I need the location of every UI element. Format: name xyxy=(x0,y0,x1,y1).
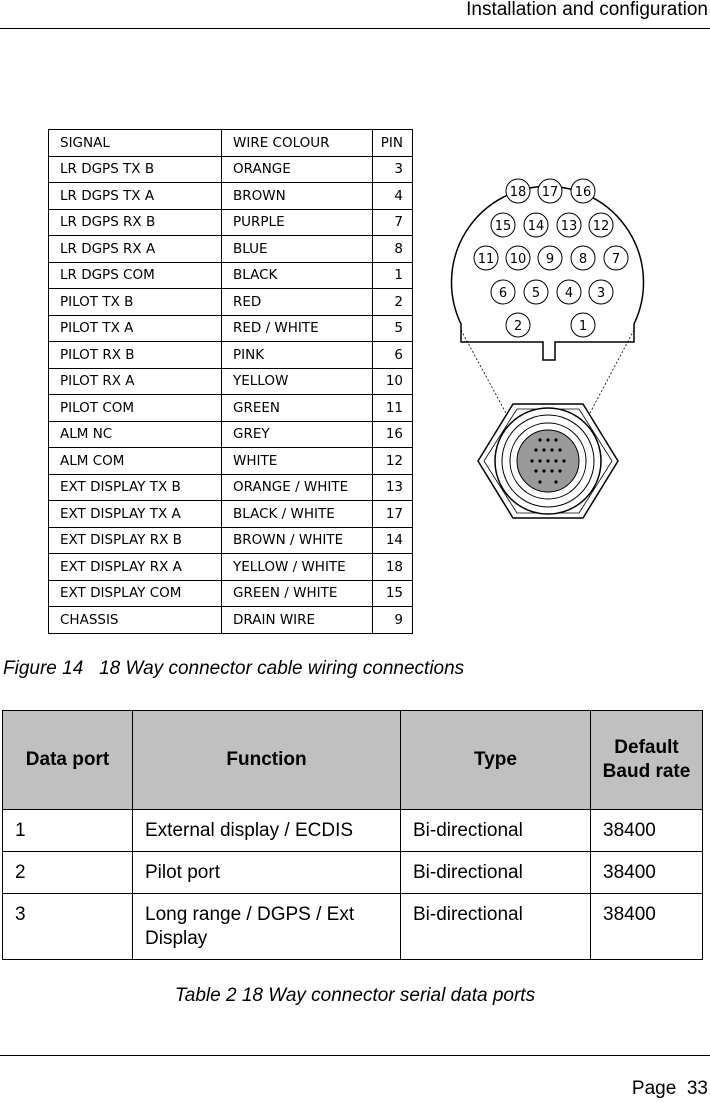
pin-label: 11 xyxy=(477,252,495,267)
signal-cell: PILOT TX B xyxy=(49,289,222,316)
wire-colour-cell: ORANGE / WHITE xyxy=(222,474,373,501)
serial-ports-table xyxy=(2,710,703,960)
pin-label: 13 xyxy=(560,219,578,234)
pin-cell: 13 xyxy=(373,474,413,501)
function-cell: External display / ECDIS xyxy=(133,810,401,852)
pin-cell: 1 xyxy=(373,262,413,289)
pin-label: 2 xyxy=(513,319,523,334)
signal-cell: EXT DISPLAY COM xyxy=(49,580,222,607)
pin-cell: 7 xyxy=(373,209,413,236)
ports-header-cell: Type xyxy=(401,711,591,810)
pin-label: 14 xyxy=(527,219,545,234)
insert-pin-dot xyxy=(542,448,545,451)
signal-cell: LR DGPS RX B xyxy=(49,209,222,236)
wire-colour-cell: DRAIN WIRE xyxy=(222,607,373,634)
wire-colour-cell: PINK xyxy=(222,342,373,369)
type-cell: Bi-directional xyxy=(401,810,591,852)
footer-rule xyxy=(0,1055,710,1056)
table-caption: Table 2 18 Way connector serial data ports xyxy=(174,985,536,1006)
signal-cell: PILOT RX A xyxy=(49,368,222,395)
insert-pin-dot xyxy=(562,459,565,462)
ports-header-cell: Data port xyxy=(3,711,133,810)
signal-cell: PILOT COM xyxy=(49,395,222,422)
pin-cell: 16 xyxy=(373,421,413,448)
insert-pin-dot xyxy=(542,469,545,472)
signal-cell: ALM NC xyxy=(49,421,222,448)
ports-header-row xyxy=(3,711,703,810)
pin-cell: 11 xyxy=(373,395,413,422)
wire-colour-cell: YELLOW xyxy=(222,368,373,395)
signal-cell: EXT DISPLAY TX B xyxy=(49,474,222,501)
port-cell: 1 xyxy=(3,810,133,852)
pin-cell: 17 xyxy=(373,501,413,528)
wire-colour-cell: WHITE xyxy=(222,448,373,475)
pin-label: 10 xyxy=(509,252,527,267)
insert-pin-dot xyxy=(558,448,561,451)
wire-colour-cell: ORANGE xyxy=(222,156,373,183)
port-cell: 2 xyxy=(3,852,133,894)
pin-label: 18 xyxy=(509,185,527,200)
insert-pin-dot xyxy=(534,469,537,472)
insert-pin-dot xyxy=(554,480,557,483)
wire-colour-cell: GREEN / WHITE xyxy=(222,580,373,607)
signal-cell: CHASSIS xyxy=(49,607,222,634)
connector-pins xyxy=(474,179,628,337)
signal-cell: LR DGPS RX A xyxy=(49,236,222,263)
insert-pin-dot xyxy=(558,469,561,472)
signal-cell: EXT DISPLAY RX A xyxy=(49,554,222,581)
signal-cell: PILOT TX A xyxy=(49,315,222,342)
insert-pin-dot xyxy=(546,459,549,462)
wire-colour-cell: BLACK xyxy=(222,262,373,289)
wire-colour-cell: BLUE xyxy=(222,236,373,263)
insert-pin-dot xyxy=(534,448,537,451)
wire-colour-cell: WIRE COLOUR xyxy=(222,130,373,157)
pin-cell: 2 xyxy=(373,289,413,316)
pin-label: 7 xyxy=(611,252,621,267)
pin-label: 9 xyxy=(545,252,555,267)
pin-label: 3 xyxy=(596,286,606,301)
signal-cell: PILOT RX B xyxy=(49,342,222,369)
function-cell: Pilot port xyxy=(133,852,401,894)
insert-pin-dot xyxy=(538,480,541,483)
signal-cell: LR DGPS COM xyxy=(49,262,222,289)
wire-colour-cell: BROWN xyxy=(222,183,373,210)
pin-label: 6 xyxy=(498,286,508,301)
pin-cell: 5 xyxy=(373,315,413,342)
pin-label: 17 xyxy=(541,185,559,200)
port-cell: 3 xyxy=(3,894,133,960)
insert-pin-dot xyxy=(530,459,533,462)
type-cell: Bi-directional xyxy=(401,894,591,960)
wire-colour-cell: RED xyxy=(222,289,373,316)
pin-label: 15 xyxy=(494,219,512,234)
projection-line-left xyxy=(461,330,514,428)
pin-cell: 4 xyxy=(373,183,413,210)
wire-colour-cell: GREY xyxy=(222,421,373,448)
signal-cell: LR DGPS TX B xyxy=(49,156,222,183)
pin-label: 8 xyxy=(578,252,588,267)
wire-colour-cell: RED / WHITE xyxy=(222,315,373,342)
pin-cell: 10 xyxy=(373,368,413,395)
wire-colour-cell: GREEN xyxy=(222,395,373,422)
pin-label: 5 xyxy=(531,286,541,301)
signal-cell: ALM COM xyxy=(49,448,222,475)
table-row xyxy=(3,810,703,852)
ports-header-cell: Default Baud rate xyxy=(591,711,703,810)
baud-cell: 38400 xyxy=(591,852,703,894)
pin-cell: PIN xyxy=(373,130,413,157)
signal-cell: EXT DISPLAY RX B xyxy=(49,527,222,554)
page-number: Page 33 xyxy=(631,1078,708,1099)
projection-line-right xyxy=(582,330,634,428)
signal-cell: SIGNAL xyxy=(49,130,222,157)
wire-colour-cell: YELLOW / WHITE xyxy=(222,554,373,581)
wire-colour-cell: BROWN / WHITE xyxy=(222,527,373,554)
pin-cell: 6 xyxy=(373,342,413,369)
pin-cell: 15 xyxy=(373,580,413,607)
pin-cell: 3 xyxy=(373,156,413,183)
type-cell: Bi-directional xyxy=(401,852,591,894)
signal-cell: LR DGPS TX A xyxy=(49,183,222,210)
pin-cell: 9 xyxy=(373,607,413,634)
insert-pin-dot xyxy=(550,448,553,451)
table-row xyxy=(3,894,703,960)
pin-cell: 8 xyxy=(373,236,413,263)
signal-cell: EXT DISPLAY TX A xyxy=(49,501,222,528)
insert-pin-dot xyxy=(554,459,557,462)
insert-pin-dot xyxy=(546,438,549,441)
baud-cell: 38400 xyxy=(591,810,703,852)
wire-colour-cell: BLACK / WHITE xyxy=(222,501,373,528)
pin-label: 16 xyxy=(574,185,592,200)
wire-colour-cell: PURPLE xyxy=(222,209,373,236)
insert-pin-dot xyxy=(538,438,541,441)
baud-cell: 38400 xyxy=(591,894,703,960)
ports-header-cell: Function xyxy=(133,711,401,810)
pin-cell: 18 xyxy=(373,554,413,581)
pin-cell: 12 xyxy=(373,448,413,475)
pin-label: 1 xyxy=(578,319,588,334)
function-cell: Long range / DGPS / Ext Display xyxy=(133,894,401,960)
insert-pin-dot xyxy=(554,438,557,441)
insert-pin-dot xyxy=(550,469,553,472)
figure-caption: Figure 14 18 Way connector cable wiring connections xyxy=(3,658,465,679)
table-row xyxy=(3,852,703,894)
pin-label: 12 xyxy=(592,219,610,234)
connector-face-outline xyxy=(451,186,643,360)
pin-cell: 14 xyxy=(373,527,413,554)
pin-label: 4 xyxy=(564,286,574,301)
insert-pin-dot xyxy=(538,459,541,462)
page-header-title: Installation and configuration xyxy=(466,0,708,20)
